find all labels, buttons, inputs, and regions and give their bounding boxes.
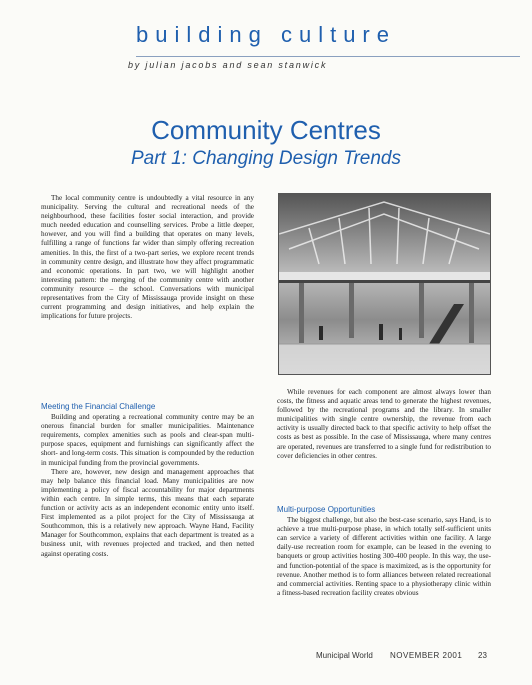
revenue-column bbox=[277, 388, 491, 461]
header-rule bbox=[136, 56, 520, 57]
intro-paragraph: The local community centre is undoubtedly a vital resource in any municipality. Serving the cultural and recreational needs of the neighbourhood, these facilities foster social interaction, and provide much needed education and counselling services. Probe a little deeper, however, and you will find a building that operates on many levels, fulfilling a range of functions far wider than simply offering recreation amenities. In this, the first of a two-part series, we explore recent trends in community centre design, and illustrate how they affect programmatic and economic operations. In part two, we will highlight another interesting pattern: the merging of the community centre with another community resource – the school. Conversations with municipal representatives from the City of Mississauga provide insight on these current programming and design initiatives, and help explain the implications for future projects. bbox=[41, 194, 254, 321]
article-title: Community Centres bbox=[151, 115, 381, 145]
intro-column bbox=[41, 194, 254, 321]
revenue-paragraph: While revenues for each component are almost always lower than costs, the fitness and aquatic areas tend to generate the highest revenues, followed by the recreational programs and the library. In smaller municipalities with single centre ownership, the revenue from each activity is usually directed back to that specific activity to help offset the costs as best as possible. In the case of Mississauga, where many centres are operated, revenues are transferred to a single fund for redistribution to cover deficiencies in other centres. bbox=[277, 388, 491, 460]
financial-section bbox=[41, 402, 254, 559]
section-heading-financial: Meeting the Financial Challenge bbox=[41, 402, 156, 411]
article-subtitle: Part 1: Changing Design Trends bbox=[130, 148, 402, 169]
financial-paragraph-1: Building and operating a recreational community centre may be an onerous financial burden for smaller municipalities. Maintenance requirements, complex amenities such as pools and clear-span multi-purpose spaces, equipment and furnishings can significantly affect the short- and long-term costs. This situation is compounded by the reduction in municipal funding from the provincial governments. bbox=[41, 413, 254, 467]
financial-paragraph-2: There are, however, new design and management approaches that may help balance this financial load. Many municipalities are now implementing a policy of fiscal accountability for major departments within each centre. In simple terms, this means that each separate function or activity acts as an independent economic entity unto itself. First implemented as a pilot project for the City of Mississauga at Southcommon, this is a relatively new approach. Wayne Hand, Facility Manager for Southcommon, explains that each department is treated as a business unit, with revenues projected and tracked, and then netted against operating costs. bbox=[41, 467, 254, 558]
section-heading-multipurpose: Multi-purpose Opportunities bbox=[277, 505, 376, 514]
byline: by julian jacobs and sean stanwick bbox=[128, 60, 328, 70]
multipurpose-section bbox=[277, 505, 491, 598]
community-centre-photo bbox=[278, 193, 491, 375]
multipurpose-paragraph: The biggest challenge, but also the best-case scenario, says Hand, is to achieve a true multi-purpose phase, in which totally self-sufficient units can service a variety of different activities within one facility. A large daily-use recreation room for example, can be leased in the evening to banquets or group activities hosting 300-400 people. In this way, the use- and function-potential of the space is maximized, as is the opportunity for revenue. Another method is to form alliances between related recreational and commercial activities. Renting space to a physiotherapy clinic within a fitness-based recreation facility creates obvious bbox=[277, 516, 491, 597]
page-number: 23 bbox=[478, 651, 487, 660]
footer-publication: Municipal World bbox=[316, 651, 373, 660]
photo-community-centre-interior-icon bbox=[279, 194, 490, 374]
footer-date: NOVEMBER 2001 bbox=[390, 651, 463, 660]
section-title: building culture bbox=[136, 22, 396, 47]
